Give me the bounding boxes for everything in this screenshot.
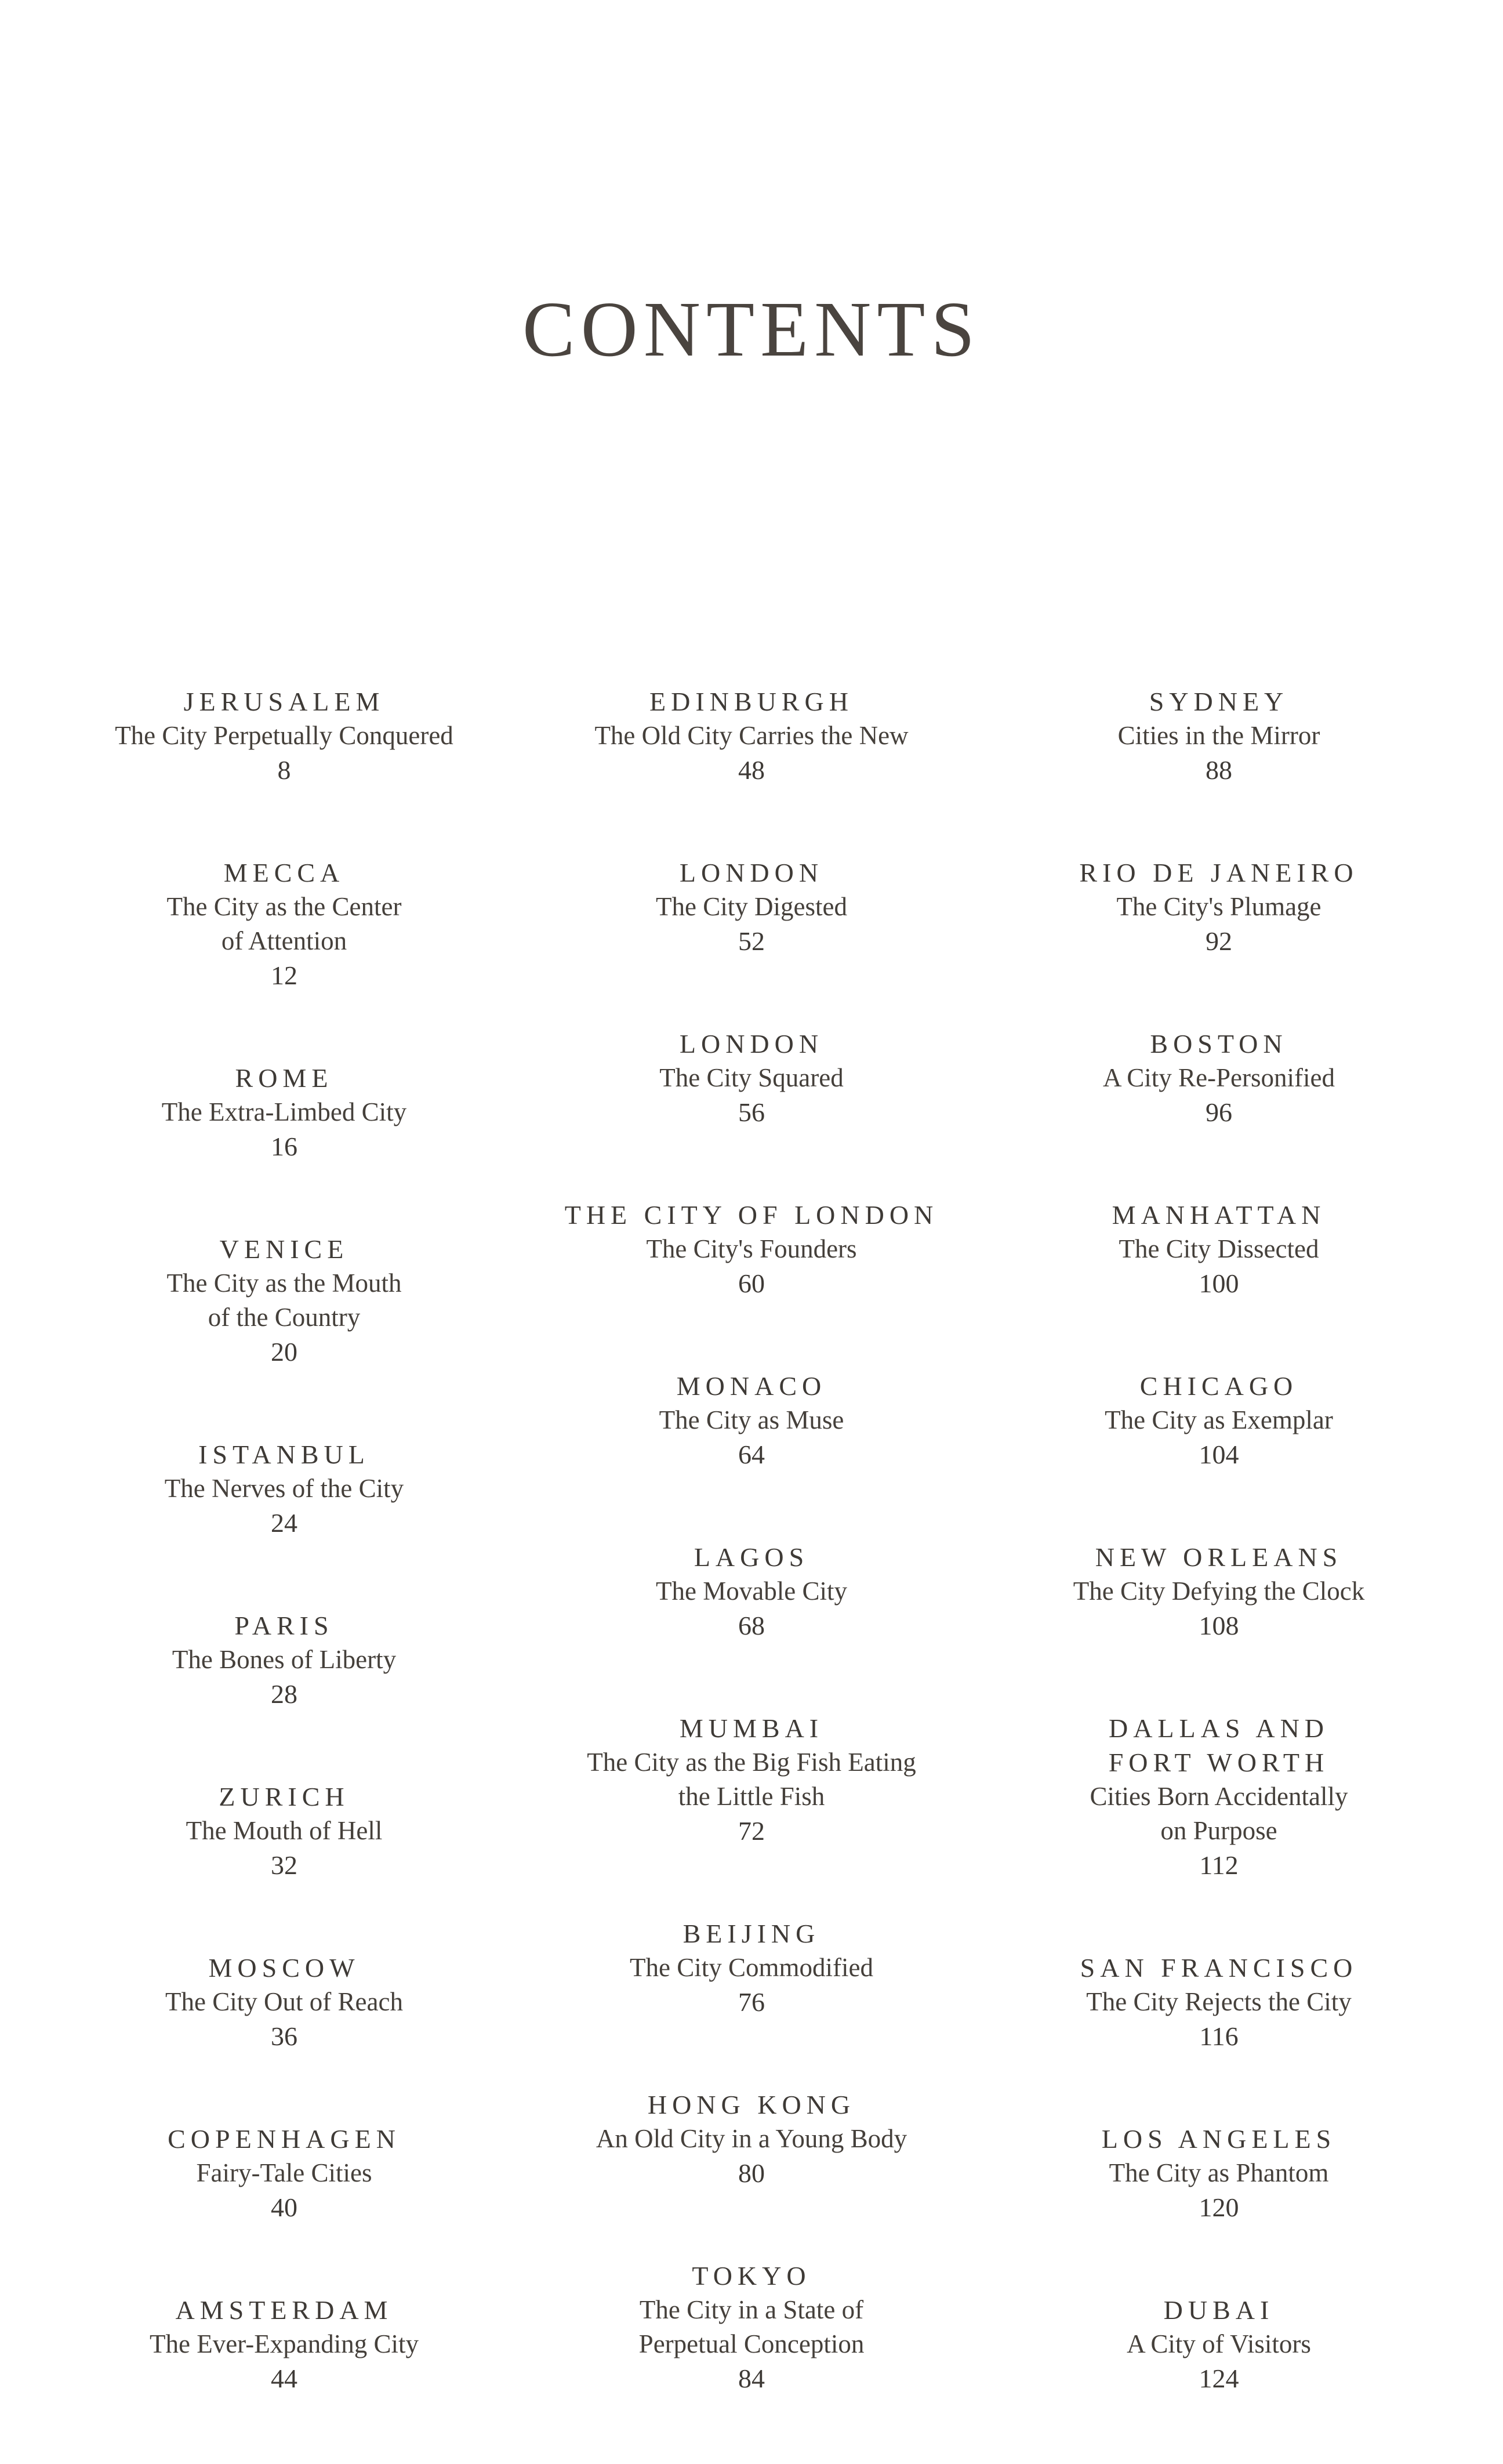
toc-chapter-title: Cities in the Mirror xyxy=(1117,721,1320,750)
toc-entry xyxy=(587,1711,916,1848)
toc-city-name: LONDON xyxy=(679,858,824,887)
toc-page-number: 116 xyxy=(1199,2021,1239,2051)
toc-entry xyxy=(1073,1540,1364,1643)
toc-chapter-title: The Extra-Limbed City xyxy=(161,1097,407,1126)
toc-entry xyxy=(165,1951,403,2053)
toc-city-name: HONG KONG xyxy=(647,2090,856,2119)
toc-chapter-title: The City as Exemplar xyxy=(1105,1405,1333,1434)
toc-chapter-title: The City as the Big Fish Eating the Little Fish xyxy=(587,1748,916,1811)
toc-entry xyxy=(659,1027,843,1129)
toc-chapter-title: The Old City Carries the New xyxy=(594,721,909,750)
toc-page-number: 36 xyxy=(271,2021,297,2051)
toc-chapter-title: The City Rejects the City xyxy=(1086,1987,1352,2016)
toc-page-number: 76 xyxy=(738,1987,765,2017)
toc-city-name: JERUSALEM xyxy=(183,687,385,716)
toc-chapter-title: The City as the Center of Attention xyxy=(166,892,402,955)
toc-city-name: SYDNEY xyxy=(1149,687,1289,716)
toc-page-number: 32 xyxy=(271,1850,297,1880)
toc-chapter-title: The City as Muse xyxy=(659,1405,844,1434)
toc-chapter-title: The Nerves of the City xyxy=(164,1474,404,1503)
toc-chapter-title: The City as Phantom xyxy=(1109,2158,1329,2187)
toc-city-name: LAGOS xyxy=(694,1542,809,1572)
toc-page-number: 108 xyxy=(1199,1611,1239,1640)
contents-column-left xyxy=(64,684,504,2464)
toc-chapter-title: The Mouth of Hell xyxy=(186,1816,383,1845)
toc-entry xyxy=(656,1540,847,1643)
toc-page-number: 92 xyxy=(1205,926,1232,956)
toc-entry xyxy=(172,1608,396,1711)
toc-entry xyxy=(167,1232,402,1369)
toc-entry xyxy=(162,1061,406,1164)
toc-city-name: PARIS xyxy=(234,1611,334,1640)
toc-city-name: LONDON xyxy=(679,1029,824,1059)
toc-page-number: 120 xyxy=(1199,2193,1239,2222)
toc-chapter-title: The Movable City xyxy=(656,1577,847,1606)
toc-city-name: ISTANBUL xyxy=(198,1440,370,1469)
toc-page-number: 84 xyxy=(738,2364,765,2393)
toc-city-name: MANHATTAN xyxy=(1112,1200,1326,1230)
toc-chapter-title: The City's Plumage xyxy=(1116,892,1322,921)
toc-entry xyxy=(639,2259,865,2396)
toc-city-name: ROME xyxy=(235,1063,333,1093)
toc-entry xyxy=(1105,1369,1333,1472)
contents-column-middle xyxy=(531,684,972,2464)
toc-entry xyxy=(1102,2122,1336,2224)
toc-chapter-title: A City of Visitors xyxy=(1127,2329,1311,2358)
toc-page-number: 124 xyxy=(1199,2364,1239,2393)
toc-city-name: VENICE xyxy=(219,1234,349,1264)
toc-page-number: 104 xyxy=(1199,1440,1239,1469)
toc-page-number: 56 xyxy=(738,1097,765,1127)
toc-page-number: 16 xyxy=(270,1132,297,1161)
toc-chapter-title: The City's Founders xyxy=(646,1234,857,1263)
toc-city-name: MOSCOW xyxy=(208,1953,360,1983)
toc-chapter-title: The City Defying the Clock xyxy=(1073,1577,1365,1606)
toc-page-number: 20 xyxy=(271,1337,297,1367)
toc-chapter-title: An Old City in a Young Body xyxy=(596,2124,907,2153)
toc-entry xyxy=(594,684,908,787)
toc-page-number: 68 xyxy=(738,1611,765,1640)
toc-entry xyxy=(115,684,453,787)
toc-city-name: SAN FRANCISCO xyxy=(1080,1953,1358,1983)
toc-city-name: THE CITY OF LONDON xyxy=(564,1200,939,1230)
toc-page-number: 100 xyxy=(1199,1269,1239,1298)
toc-entry xyxy=(1079,856,1358,958)
toc-chapter-title: The Ever-Expanding City xyxy=(150,2329,419,2358)
toc-entry xyxy=(656,856,847,958)
toc-city-name: BOSTON xyxy=(1150,1029,1288,1059)
toc-entry xyxy=(150,2293,419,2396)
toc-chapter-title: The City as the Mouth of the Country xyxy=(166,1269,402,1332)
toc-page-number: 72 xyxy=(738,1816,765,1846)
toc-entry xyxy=(1127,2293,1311,2396)
toc-page-number: 40 xyxy=(271,2193,297,2222)
toc-page-number: 28 xyxy=(271,1679,297,1709)
toc-page-number: 96 xyxy=(1206,1097,1232,1127)
toc-city-name: NEW ORLEANS xyxy=(1095,1542,1343,1572)
toc-city-name: RIO DE JANEIRO xyxy=(1079,858,1359,887)
toc-entry xyxy=(630,1916,873,2019)
toc-entry xyxy=(165,1437,404,1540)
toc-entry xyxy=(168,2122,401,2224)
toc-page-number: 88 xyxy=(1206,755,1232,785)
toc-entry xyxy=(1080,1951,1358,2053)
toc-city-name: CHICAGO xyxy=(1139,1371,1298,1401)
toc-city-name: ZURICH xyxy=(219,1782,350,1811)
toc-chapter-title: The City Dissected xyxy=(1119,1234,1319,1263)
toc-entry xyxy=(186,1780,383,1882)
toc-entry xyxy=(1090,1711,1348,1882)
toc-city-name: LOS ANGELES xyxy=(1101,2124,1337,2154)
contents-columns xyxy=(64,684,1439,2464)
toc-chapter-title: The City Perpetually Conquered xyxy=(115,721,453,750)
toc-city-name: COPENHAGEN xyxy=(168,2124,401,2154)
toc-chapter-title: Cities Born Accidentally on Purpose xyxy=(1090,1782,1348,1845)
toc-city-name: BEIJING xyxy=(682,1919,821,1948)
toc-page-number: 12 xyxy=(270,961,297,990)
toc-entry xyxy=(596,2088,907,2190)
toc-chapter-title: The City Out of Reach xyxy=(165,1987,403,2016)
toc-city-name: MECCA xyxy=(223,858,345,887)
toc-city-name: DUBAI xyxy=(1163,2295,1275,2325)
toc-page-number: 44 xyxy=(270,2364,297,2393)
toc-chapter-title: The City Squared xyxy=(659,1063,844,1092)
toc-page-number: 112 xyxy=(1199,1850,1239,1880)
toc-chapter-title: Fairy-Tale Cities xyxy=(196,2158,372,2187)
toc-entry xyxy=(167,856,402,992)
toc-page-number: 48 xyxy=(738,755,765,785)
toc-city-name: MUMBAI xyxy=(679,1713,824,1743)
toc-page-number: 24 xyxy=(270,1508,297,1538)
toc-chapter-title: The Bones of Liberty xyxy=(172,1645,397,1674)
toc-entry xyxy=(1118,684,1320,787)
toc-city-name: DALLAS AND FORT WORTH xyxy=(1108,1713,1330,1777)
toc-chapter-title: The City Commodified xyxy=(630,1953,873,1982)
toc-entry xyxy=(1112,1198,1326,1300)
toc-city-name: TOKYO xyxy=(692,2261,811,2291)
toc-city-name: MONACO xyxy=(676,1371,827,1401)
toc-chapter-title: The City Digested xyxy=(656,892,847,921)
toc-page-number: 52 xyxy=(738,926,765,956)
toc-entry xyxy=(1103,1027,1335,1129)
toc-chapter-title: The City in a State of Perpetual Conception xyxy=(638,2295,865,2358)
toc-page-number: 64 xyxy=(738,1440,765,1469)
toc-page-number: 80 xyxy=(738,2158,765,2188)
toc-city-name: EDINBURGH xyxy=(649,687,854,716)
toc-chapter-title: A City Re-Personified xyxy=(1103,1063,1335,1092)
toc-entry xyxy=(565,1198,939,1300)
toc-page-number: 60 xyxy=(738,1269,765,1298)
toc-city-name: AMSTERDAM xyxy=(175,2295,393,2325)
contents-column-right xyxy=(999,684,1439,2464)
toc-page-number: 8 xyxy=(277,755,291,785)
toc-entry xyxy=(659,1369,844,1472)
page-title: CONTENTS xyxy=(522,286,981,373)
